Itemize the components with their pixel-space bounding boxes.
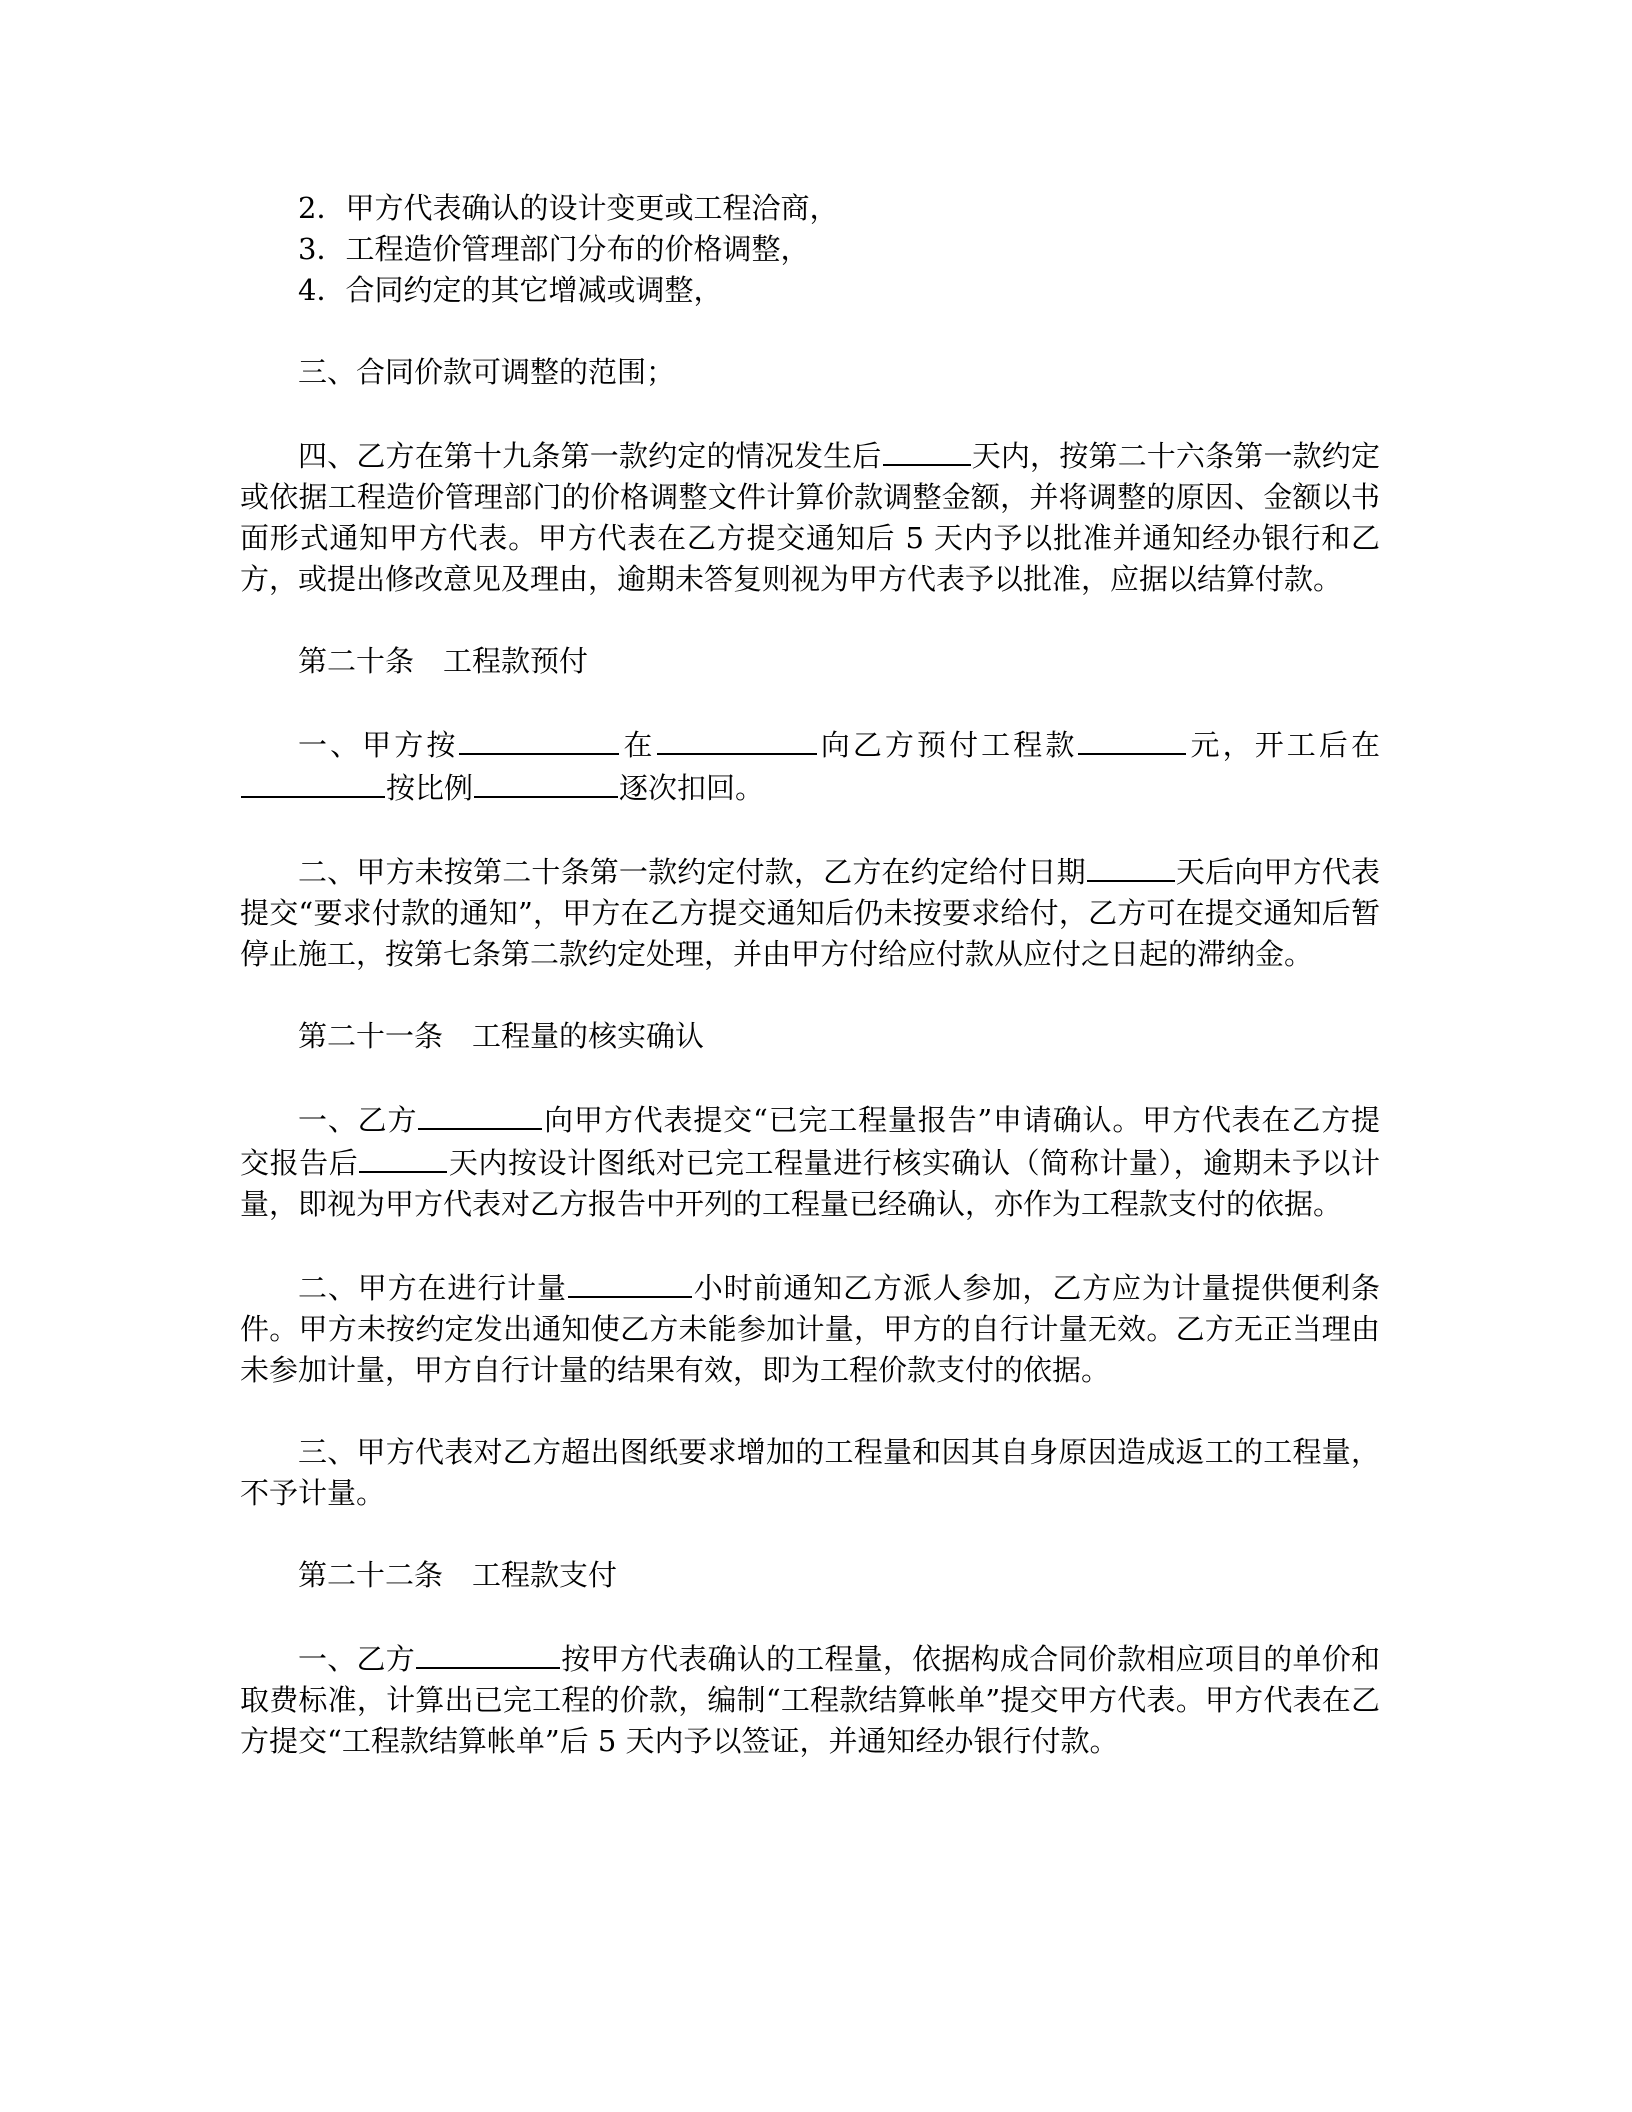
fill-blank (418, 1098, 542, 1130)
text: 一、乙方 (298, 1103, 418, 1137)
text: 向乙方预付工程款 (817, 728, 1078, 762)
fill-blank (359, 1141, 447, 1173)
text: 天内按设计图纸对已完工程量进行核实确认（简称计量），逾期未予以计量，即视为甲方代表对乙方报告中开列的工程量已经确认，亦作为工程款支付的依据。 (240, 1146, 1380, 1221)
paragraph: 三、合同价款可调整的范围； (298, 355, 676, 389)
document-page (240, 188, 1380, 1762)
text: 二、甲方未按第二十条第一款约定付款，乙方在约定给付日期 (298, 855, 1086, 889)
fill-blank (568, 1266, 692, 1298)
text: 按比例 (386, 771, 474, 805)
text: 向甲方代表提交“已完工程量报告”申请确认。甲方代表在乙方提交报告后 (240, 1103, 1380, 1180)
fill-blank (241, 766, 385, 798)
fill-blank (459, 723, 619, 755)
fill-blank (657, 723, 817, 755)
fill-blank (416, 1637, 560, 1669)
fill-blank (1087, 850, 1175, 882)
list-item: 4．合同约定的其它增减或调整， (298, 273, 723, 307)
text: 四、乙方在第十九条第一款约定的情况发生后 (298, 439, 882, 473)
text: 天内，按第二十六条第一款约定或依据工程造价管理部门的价格调整文件计算价款调整金额，并将调整的原因、金额以书面形式通知甲方代表。甲方代表在乙方提交通知后 5 天内予以批准并通知经办银行和乙方，或提出修改意见及理由，逾期未答复则视为甲方代表予以批准，应据以结算付款。 (240, 439, 1380, 596)
text: 在 (620, 728, 656, 762)
text: 天后向甲方代表提交“要求付款的通知”，甲方在乙方提交通知后仍未按要求给付，乙方可在提交通知后暂停止施工，按第七条第二款约定处理，并由甲方付给应付款从应付之日起的滞纳金。 (240, 855, 1380, 971)
article-heading: 第二十一条 工程量的核实确认 (298, 1019, 705, 1053)
paragraph (240, 434, 1380, 600)
article-heading: 第二十条 工程款预付 (298, 644, 589, 678)
text: 一、甲方按 (298, 728, 459, 762)
paragraph: 三、甲方代表对乙方超出图纸要求增加的工程量和因其自身原因造成返工的工程量，不予计量。 (240, 1435, 1380, 1510)
fill-blank (474, 766, 618, 798)
paragraph (240, 850, 1380, 975)
article-heading: 第二十二条 工程款支付 (298, 1558, 618, 1592)
paragraph (240, 1098, 1380, 1225)
text: 小时前通知乙方派人参加，乙方应为计量提供便利条件。甲方未按约定发出通知使乙方未能参加计量，甲方的自行计量无效。乙方无正当理由未参加计量，甲方自行计量的结果有效，即为工程价款支付的依据。 (240, 1271, 1380, 1387)
text: 逐次扣回。 (619, 771, 765, 805)
text: 按甲方代表确认的工程量，依据构成合同价款相应项目的单价和取费标准，计算出已完工程的价款，编制“工程款结算帐单”提交甲方代表。甲方代表在乙方提交“工程款结算帐单”后 5 天内予以签证，并通知经办银行付款。 (240, 1642, 1380, 1758)
text: 一、乙方 (298, 1642, 415, 1676)
fill-blank (1078, 723, 1186, 755)
paragraph (240, 1266, 1380, 1391)
paragraph (240, 723, 1380, 809)
paragraph (240, 1637, 1380, 1762)
fill-blank (883, 434, 971, 466)
text: 元，开工后在 (1187, 728, 1380, 762)
list-item: 2．甲方代表确认的设计变更或工程洽商， (298, 191, 839, 225)
text: 二、甲方在进行计量 (298, 1271, 567, 1305)
list-item: 3．工程造价管理部门分布的价格调整， (298, 232, 810, 266)
